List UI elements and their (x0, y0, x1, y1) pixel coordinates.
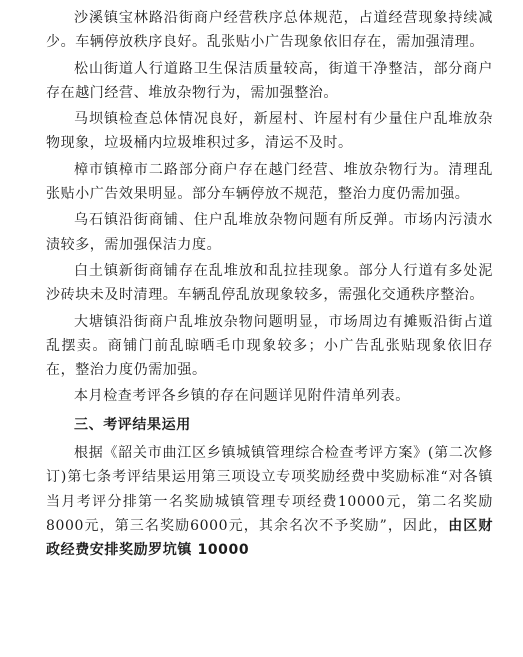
paragraph-shaxi: 沙溪镇宝林路沿街商户经营秩序总体规范，占道经营现象持续减少。车辆停放秩序良好。乱张贴小广告现象依旧存在，需加强清理。 (46, 10, 493, 51)
paragraph-appendix-note: 本月检查考评各乡镇的存在问题详见附件清单列表。 (74, 388, 410, 405)
paragraph-baitu: 白土镇新街商铺存在乱堆放和乱拉挂现象。部分人行道有多处泥沙砖块未及时清理。车辆乱停乱放现象较多，需强化交通秩序整治。 (46, 262, 493, 304)
paragraph-datang: 大塘镇沿街商户乱堆放杂物问题明显，市场周边有摊贩沿街占道乱摆卖。商铺门前乱晾晒毛巾现象较多；小广告乱张贴现象依旧存在，整治力度仍需加强。 (46, 313, 493, 379)
paragraph-maba: 马坝镇检查总体情况良好，新屋村、许屋村有少量住户乱堆放杂物现象，垃圾桶内垃圾堆积过多，清运不及时。 (46, 111, 493, 152)
paragraph-zhangshi: 樟市镇樟市二路部分商户存在越门经营、堆放杂物行为。清理乱张贴小广告效果明显。部分车辆停放不规范，整治力度仍需加强。 (46, 161, 493, 203)
section-heading: 三、考评结果运用 (74, 416, 191, 433)
result-bold-text: 由区财政经费安排奖励罗坑镇 10000 (46, 517, 493, 559)
result-text: 根据《韶关市曲江区乡镇城镇管理综合检查考评方案》(第二次修订)第七条考评结果运用第三项设立专项奖励经费中奖励标准“对各镇当月考评分排第一名奖励城镇管理专项经费10000元，第二名奖励8000元，第三名奖励6000元，其余名次不予奖励”，因此， (46, 445, 493, 534)
paragraph-songshan: 松山街道人行道路卫生保洁质量较高，街道干净整洁，部分商户存在越门经营、堆放杂物行为，需加强整治。 (46, 60, 493, 101)
paragraph-result-application (46, 441, 493, 562)
paragraph-wushi: 乌石镇沿街商铺、住户乱堆放杂物问题有所反弹。市场内污渍水渍较多，需加强保洁力度。 (46, 212, 493, 253)
